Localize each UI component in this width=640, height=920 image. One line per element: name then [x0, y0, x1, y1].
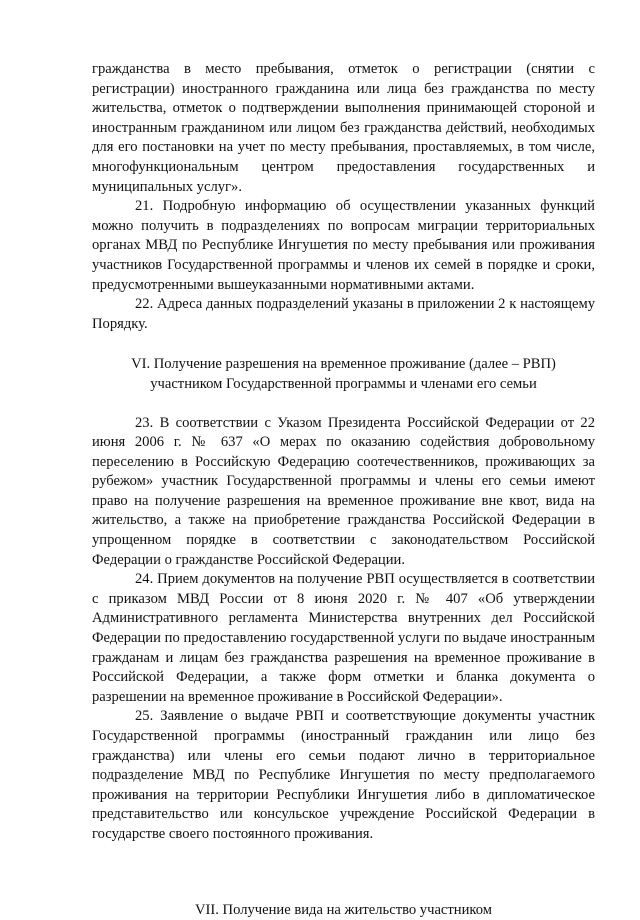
paragraph-25: 25. Заявление о выдаче РВП и соответствующие документы участник Государственной программы (иностранный гражданин или лицо без гражданства) или члены его семьи подают лично в территориальное подразделение МВД по Республике Ингушетия по месту предполагаемого проживания на территории Республики Ингушетия либо в дипломатическое представительство или консульское учреждение Российской Федерации в государстве своего постоянного проживания.	[92, 708, 595, 842]
paragraph-21: 21. Подробную информацию об осуществлении указанных функций можно получить в подразделениях по вопросам миграции территориальных органах МВД по Республике Ингушетия по месту пребывания или проживания участников Государственной программы и членов их семей в порядке и сроки, предусмотренными вышеуказанными нормативными актами.	[92, 198, 595, 293]
section-7-heading-line-1: VII. Получение вида на жительство участником	[195, 901, 492, 918]
section-6-heading-line-1: VI. Получение разрешения на временное проживание (далее – РВП)	[131, 356, 556, 373]
spacer	[92, 334, 595, 355]
continuation-paragraph: гражданства в место пребывания, отметок о регистрации (снятии с регистрации) иностранного гражданина или лица без гражданства по месту жительства, отметок о подтверждении выполнения принимающей стороной и иностранным гражданином или лицом без гражданства действий, необходимых для его постановки на учет по месту пребывания, проставляемых, в том числе, многофункциональным центром предоставления государственных и муниципальных услуг».	[92, 61, 595, 195]
paragraph-22: 22. Адреса данных подразделений указаны в приложении 2 к настоящему Порядку.	[92, 296, 595, 332]
section-6-heading-line-2: участником Государственной программы и членами его семьи	[150, 375, 537, 392]
paragraph-23: 23. В соответствии с Указом Президента Российской Федерации от 22 июня 2006 г. № 637 «О мерах по оказанию содействия добровольному переселению в Российскую Федерацию соотечественников, проживающих за рубежом» участник Государственной программы и члены его семьи имеют право на получение разрешения на временное проживание вне квот, вида на жительство, а также на приобретение гражданства Российской Федерации в упрощенном порядке в соответствии с законодательством Российской Федерации о гражданстве Российской Федерации.	[92, 414, 595, 568]
paragraph-24: 24. Прием документов на получение РВП осуществляется в соответствии с приказом МВД России от 8 июня 2020 г. № 407 «Об утверждении Административного регламента Министерства внутренних дел Российской Федерации по предоставлению государственной услуги по выдаче иностранным гражданам и лицам без гражданства разрешения на временное проживание в Российской Федерации, а также форм отметки и бланка документа о разрешении на временное проживание в Российской Федерации».	[92, 571, 595, 705]
spacer	[92, 395, 595, 414]
spacer	[92, 845, 595, 901]
document-page	[92, 60, 595, 920]
